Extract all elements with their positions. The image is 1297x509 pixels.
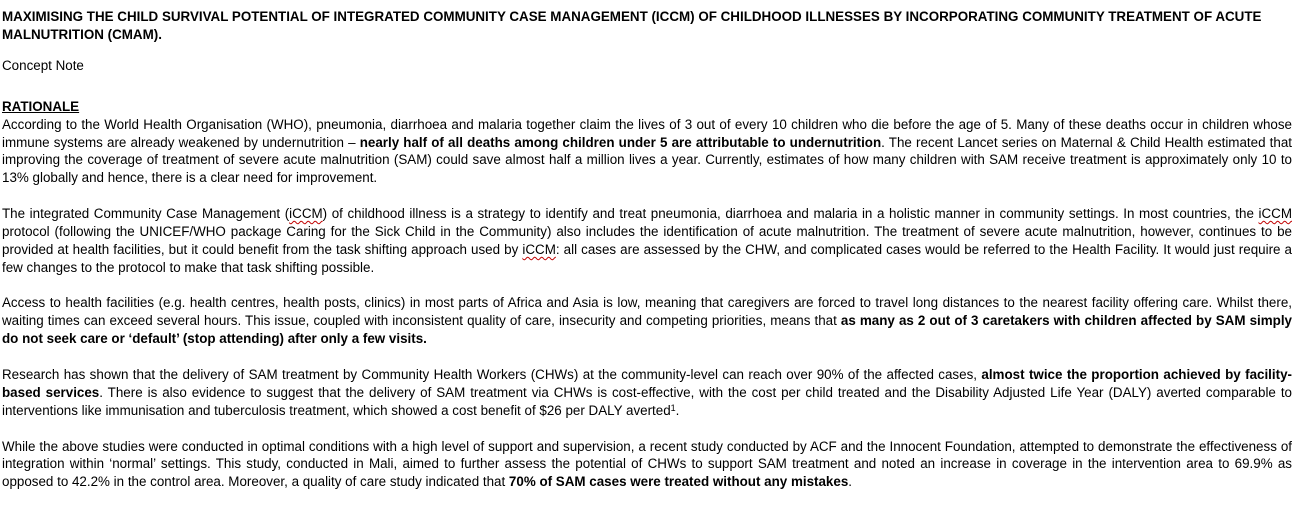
paragraph-3 (2, 294, 1292, 348)
paragraph-1 (2, 116, 1292, 188)
paragraph-text: . The recent Lancet series on Maternal & Child Health estimated that improving the coverage of treatment of severe acute malnutrition (SAM) could save almost half a million lives a year. Currently, estimates of how many children with SAM receive treatment is approximately only 10 to 13% globally and hence, there is a clear need for improvement. (2, 134, 1293, 186)
document-subtitle: Concept Note (2, 57, 84, 73)
spellcheck-term: iCCM (289, 206, 323, 222)
paragraph-text: . (675, 402, 680, 418)
section-heading: RATIONALE (2, 98, 80, 114)
paragraph-text: Access to health facilities (e.g. health centres, health posts, clinics) in most parts of Africa and Asia is low, meaning that caregivers are forced to travel long distances to the nearest facility offering care. Whilst there, waiting times can exceed several hours. This issue, coupled with inconsistent quality of care, insecurity and competing priorities, means that (2, 295, 1292, 329)
paragraph-text: The integrated Community Case Management ( (2, 206, 290, 222)
paragraph-5 (2, 438, 1292, 492)
paragraph-text: . There is also evidence to suggest that the delivery of SAM treatment via CHWs is cost-effective, with the cost per child treated and the Disability Adjusted Life Year (DALY) averted comparable to interventions like immunisation and tuberculosis treatment, which showed a cost benefit of $26 per DALY averted (2, 384, 1292, 418)
paragraph-text: . (848, 474, 853, 490)
paragraph-text: protocol (following the UNICEF/WHO package Caring for the Sick Child in the Community) also includes the identification of acute malnutrition. The treatment of severe acute malnutrition, however, continues to be provided at health facilities, but it could benefit from the task shifting approach used by (2, 223, 1292, 257)
paragraph-text: : all cases are assessed by the CHW, and complicated cases would be referred to the Health Facility. It would just require a few changes to the protocol to make that task shifting possible. (2, 241, 1292, 275)
paragraph-emphasis: almost twice the proportion achieved by facility-based services (2, 366, 1292, 400)
paragraph-text: According to the World Health Organisation (WHO), pneumonia, diarrhoea and malaria together claim the lives of 3 out of every 10 children who die before the age of 5. Many of these deaths occur in children whose immune systems are already weakened by undernutrition – (2, 116, 1292, 150)
spellcheck-term: iCCM (1258, 206, 1292, 222)
paragraph-text: Research has shown that the delivery of SAM treatment by Community Health Workers (CHWs) at the community-level can reach over 90% of the affected cases, (2, 366, 982, 382)
paragraph-emphasis: as many as 2 out of 3 caretakers with children affected by SAM simply do not seek care or ‘default’ (stop attending) after only a few visits. (2, 313, 1293, 347)
paragraph-emphasis: nearly half of all deaths among children under 5 are attributable to undernutrition (359, 134, 882, 150)
paragraph-text: ) of childhood illness is a strategy to identify and treat pneumonia, diarrhoea and malaria in a holistic manner in community settings. In most countries, the (322, 206, 1259, 222)
paragraph-emphasis: 70% of SAM cases were treated without any mistakes (508, 474, 849, 490)
paragraph-text: While the above studies were conducted in optimal conditions with a high level of support and supervision, a recent study conducted by ACF and the Innocent Foundation, attempted to demonstrate the effectiveness of integration within ‘normal’ settings. This study, conducted in Mali, aimed to further assess the potential of CHWs to support SAM treatment and noted an increase in coverage in the intervention area to 69.9% as opposed to 42.2% in the control area. Moreover, a quality of care study indicated that (2, 438, 1292, 490)
paragraph-4 (2, 366, 1292, 420)
footnote-marker[interactable]: 1 (670, 402, 676, 413)
spellcheck-term: iCCM (522, 241, 556, 257)
document-title: MAXIMISING THE CHILD SURVIVAL POTENTIAL OF INTEGRATED COMMUNITY CASE MANAGEMENT (ICCM) OF CHILDHOOD ILLNESSES BY INCORPORATING COMMUNITY TREATMENT OF ACUTE MALNUTRITION (CMAM). (2, 9, 1262, 42)
paragraph-2 (2, 205, 1292, 277)
document-page (2, 2, 1292, 509)
